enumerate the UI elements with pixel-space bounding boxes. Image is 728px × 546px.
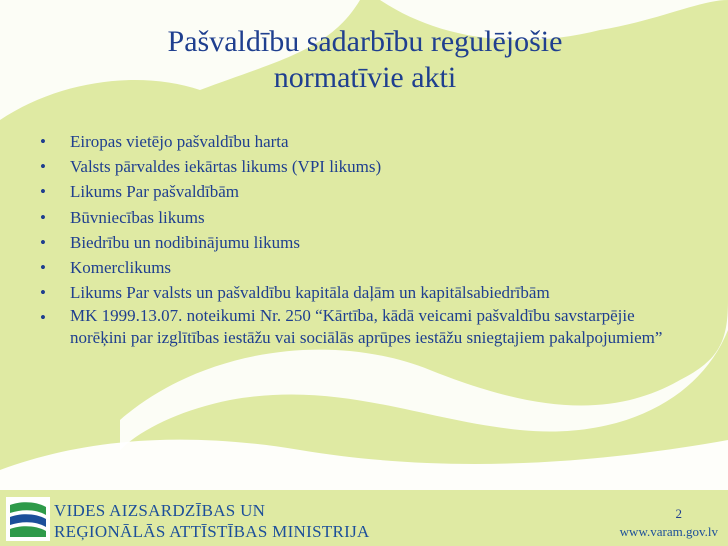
slide-title xyxy=(60,24,670,96)
page-number: 2 xyxy=(675,506,682,521)
title-line-2: normatīvie akti xyxy=(273,61,457,94)
bullet-icon: • xyxy=(40,207,46,227)
ministry-name xyxy=(54,500,370,542)
bullet-list xyxy=(40,129,680,349)
bullet-icon: • xyxy=(40,182,46,202)
ministry-line-1: VIDES AIZSARDZĪBAS UN xyxy=(54,501,266,520)
bullet-item: • Likums Par valsts un pašvaldību kapitāla daļām un kapitālsabiedrībām xyxy=(40,280,680,305)
title-line-1: Pašvaldību sadarbību regulējošie xyxy=(167,25,563,58)
bullet-item: • Būvniecības likums xyxy=(40,205,680,230)
bullet-item: • Likums Par pašvaldībām xyxy=(40,179,680,204)
bullet-icon: • xyxy=(40,258,46,278)
bullet-item: • Komerclikums xyxy=(40,255,680,280)
bullet-icon: • xyxy=(40,157,46,177)
bullet-item: • Valsts pārvaldes iekārtas likums (VPI likums) xyxy=(40,154,680,179)
bullet-icon: • xyxy=(40,132,46,151)
ministry-logo-icon xyxy=(6,497,50,541)
bullet-icon: • xyxy=(40,308,46,328)
bullet-item: • Eiropas vietējo pašvaldību harta xyxy=(40,129,680,154)
website-url: www.varam.gov.lv xyxy=(619,524,718,539)
ministry-line-2: REĢIONĀLĀS ATTĪSTĪBAS MINISTRIJA xyxy=(54,522,370,541)
bullet-item: • MK 1999.13.07. noteikumi Nr. 250 “Kārtība, kādā veicami pašvaldību savstarpējie norēķini par izglītības iestāžu vai sociālās aprūpes iestāžu sniegtajiem pakalpojumiem” xyxy=(40,306,663,348)
bullet-item: • Biedrību un nodibinājumu likums xyxy=(40,230,680,255)
bullet-icon: • xyxy=(40,283,46,303)
bullet-icon: • xyxy=(40,232,46,252)
